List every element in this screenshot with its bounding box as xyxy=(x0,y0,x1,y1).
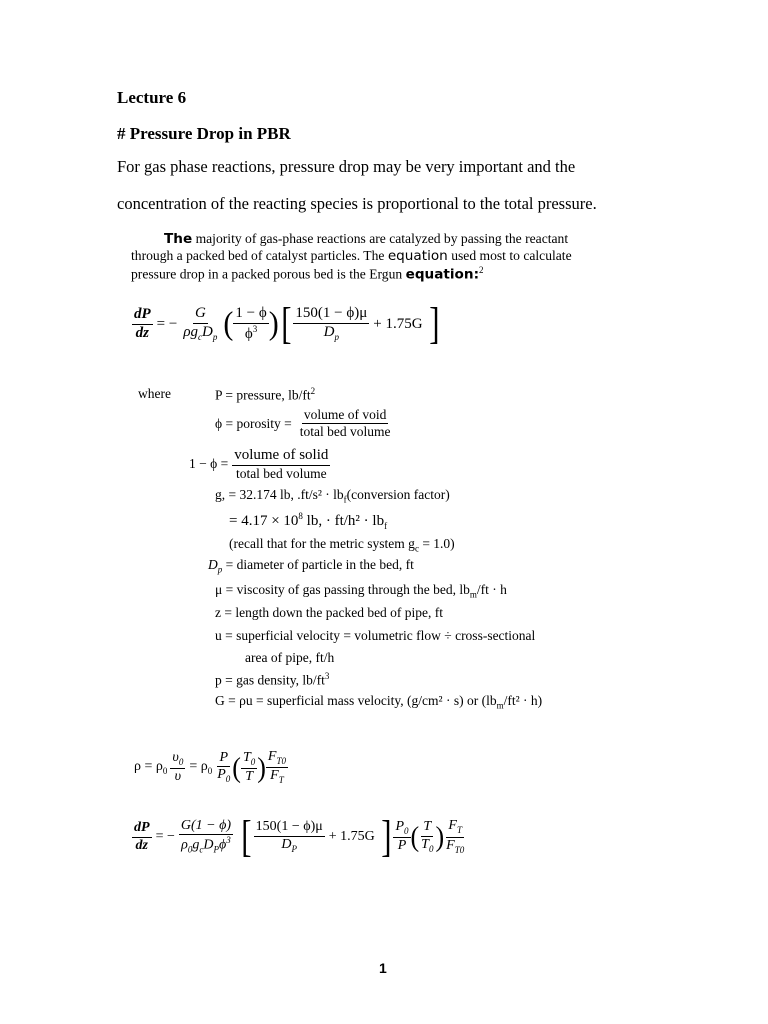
def-porosity: ϕ = porosity = $\frac{\text{volume of void}}{\text{total bed volume}}$ xyxy=(215,407,391,440)
section-heading: # Pressure Drop in PBR xyxy=(117,124,291,143)
footnote-mark: 2 xyxy=(479,265,484,275)
ergun-tail: + 1.75G xyxy=(373,315,423,332)
quote-word-the: The xyxy=(164,231,193,247)
quote-line-2 xyxy=(131,249,572,264)
ergun-porosity-fraction: $\frac{1 - \phi}{\phi^3}$ xyxy=(235,304,267,342)
def-pressure: P = pressure, $lb/ft^2$ xyxy=(215,386,316,403)
def-gc-2: = $4.17 \times 10^8$ lb, · $ft/h^2 \cdot lb_f$ xyxy=(229,511,388,531)
def-density: p = gas density, $lb/ft^3$ xyxy=(215,671,330,688)
paren-left: ( xyxy=(223,305,234,342)
bracket-right: ] xyxy=(428,299,440,348)
ergun-g-fraction: $\frac{G}{\rho g_cD_p}$ xyxy=(183,304,218,342)
ergun-bracket-fraction: $\frac{150(1 - \phi)\mu}{D_p}$ xyxy=(295,304,368,342)
def-mass-velocity: G = ρu = superficial mass velocity, (g/cm² · s) or ($lb_m$/ft² · h) xyxy=(215,693,543,711)
def-gc-1: g, = 32.174 lb, $.ft/s^2 \cdot lb_f(conversion$ factor) xyxy=(215,487,450,505)
def-length: z = length down the packed bed of pipe, ft xyxy=(215,605,444,620)
intro-line-1: For gas phase reactions, pressure drop may be very important and the xyxy=(117,157,576,176)
quote-line-2-a: through a packed bed of catalyst particles. The xyxy=(131,248,385,263)
quote-word-equation-bold: equation: xyxy=(405,266,480,283)
def-velocity-2: area of pipe, ft/h xyxy=(245,650,335,665)
quote-line-2-b: used most to calculate xyxy=(451,248,572,263)
quote-line-1-text: majority of gas-phase reactions are catalyzed by passing the reactant xyxy=(195,231,569,246)
def-recall: (recall that for the metric system $g_c = 1.0$) xyxy=(229,536,455,554)
page-number: 1 xyxy=(379,960,387,976)
def-velocity-1: u = superficial velocity = volumetric flow ÷ cross-sectional xyxy=(215,628,536,643)
where-label: where xyxy=(138,386,171,401)
bracket-left: [ xyxy=(280,299,292,348)
density-equation: $\rho = \rho_0$ $\frac{\upsilon_0}{\upsilon}$ = $\rho_0$ $\frac{P}{P_0}$ ( $\frac{T_0}{T}$ ) $\frac{F_{T0}}{F_T}$ xyxy=(134,749,286,786)
ergun-lhs: $\frac{dP}{dz}$ xyxy=(134,305,151,341)
ergun-equals: = − xyxy=(156,315,178,332)
quote-line-3-a: pressure drop in a packed porous bed is the Ergun xyxy=(131,266,403,282)
ergun-equation xyxy=(132,299,441,348)
quote-line-3 xyxy=(131,266,484,282)
paren-right: ) xyxy=(268,305,279,342)
intro-line-2: concentration of the reacting species is proportional to the total pressure. xyxy=(117,194,597,213)
lecture-title: Lecture 6 xyxy=(117,88,187,107)
def-solid-fraction: 1 − ϕ = $\frac{\text{volume of solid}}{\text{total bed volume}}$ xyxy=(189,447,329,481)
quote-word-equation: equation xyxy=(387,248,448,264)
final-pressure-drop-equation: $\frac{dP}{dz}$ = − $\frac{G(1 - \phi)}{\rho_0g_cD_P\phi^3}$ [ $\frac{150(1 - \phi)\mu}{D_P}$ + 1.75G ] $\frac{P_0}{P}$ ( $\frac{T}{T_0}$ ) $\frac{F_T}{F_{T0}}$ xyxy=(134,812,465,861)
def-viscosity: μ = viscosity of gas passing through the bed, $lb_m/ft \cdot h$ xyxy=(215,582,507,600)
def-particle-diameter: $D_p$ = diameter of particle in the bed, ft xyxy=(208,557,414,575)
quote-line-1 xyxy=(164,232,568,247)
